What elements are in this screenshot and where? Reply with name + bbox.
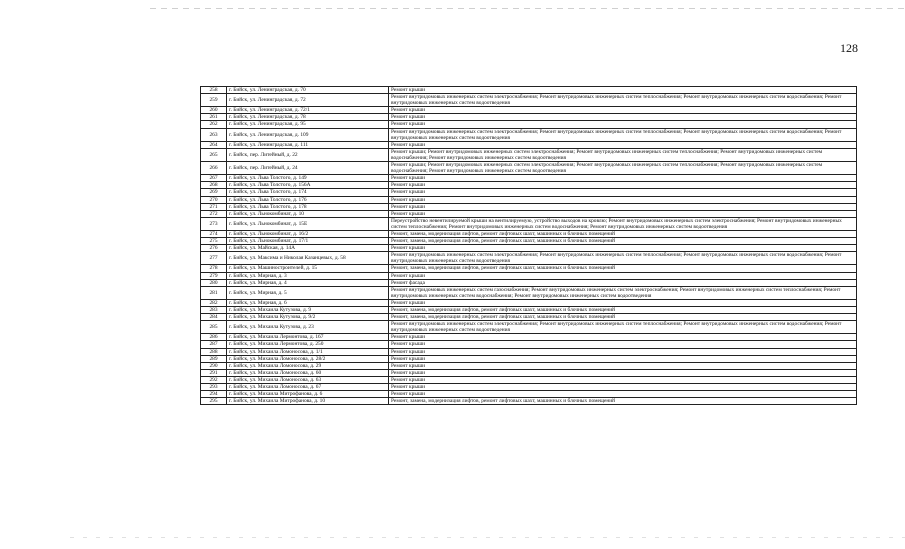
works-cell: Ремонт крыши [389,87,857,94]
table-row [201,189,857,196]
address-cell: г. Бийск, ул. Михаила Лермонтова, д. 250 [227,341,389,348]
works-cell: Ремонт крыши [389,348,857,355]
row-number-cell: 260 [201,107,227,114]
works-cell: Ремонт, замена, модернизация лифтов, ремонт лифтовых шахт, машинных и блочных помещений [389,314,857,321]
works-cell: Ремонт крыши; Ремонт внутридомовых инженерных систем электроснабжения; Ремонт внутридомовых инженерных систем теплоснабжения; Ремонт внутридомовых инженерных систем водоснабжения; Ремонт внутридомовых инженерных систем водоотведения [389,148,857,161]
address-cell: г. Бийск, ул. Михаила Ломоносова, д. 1/1 [227,348,389,355]
row-number-cell: 282 [201,299,227,306]
works-cell: Ремонт внутридомовых инженерных систем электроснабжения; Ремонт внутридомовых инженерных систем теплоснабжения; Ремонт внутридомовых инженерных систем водоснабжения; Ремонт внутридомовых инженерных систем водоотведения [389,94,857,107]
table-row [201,279,857,286]
works-cell: Ремонт крыши [389,355,857,362]
address-cell: г. Бийск, ул. Майская, д. 14А [227,245,389,252]
table-row [201,286,857,299]
table-row [201,128,857,141]
address-cell: г. Бийск, ул. Льва Толстого, д. 178 [227,203,389,210]
address-cell: г. Бийск, ул. Михаила Митрофанова, д. 6 [227,391,389,398]
row-number-cell: 287 [201,341,227,348]
row-number-cell: 284 [201,314,227,321]
table-row [201,121,857,128]
works-cell: Ремонт крыши [389,114,857,121]
works-cell: Ремонт, замена, модернизация лифтов, ремонт лифтовых шахт, машинных и блочных помещений [389,398,857,405]
works-cell: Ремонт крыши [389,210,857,217]
address-cell: г. Бийск, ул. Машиностроителей, д. 15 [227,265,389,272]
works-cell: Ремонт фасада [389,279,857,286]
works-cell: Ремонт крыши [389,175,857,182]
address-cell: г. Бийск, ул. Ленинградская, д. 111 [227,141,389,148]
address-cell: г. Бийск, ул. Михаила Кутузова, д. 23 [227,321,389,334]
table-row [201,299,857,306]
row-number-cell: 261 [201,114,227,121]
table-row [201,307,857,314]
works-cell: Ремонт крыши; Ремонт внутридомовых инженерных систем электроснабжения; Ремонт внутридомовых инженерных систем теплоснабжения; Ремонт внутридомовых инженерных систем водоснабжения; Ремонт внутридомовых инженерных систем водоотведения [389,162,857,175]
works-cell: Ремонт крыши [389,189,857,196]
row-number-cell: 295 [201,398,227,405]
table-row [201,341,857,348]
table-row [201,348,857,355]
table-row [201,175,857,182]
address-cell: г. Бийск, пер. Литейный, д. 24 [227,162,389,175]
works-cell: Ремонт крыши [389,341,857,348]
table-row [201,182,857,189]
works-cell: Ремонт крыши [389,299,857,306]
row-number-cell: 285 [201,321,227,334]
table-row [201,265,857,272]
address-cell: г. Бийск, ул. Льнокомбинат, д. 15Е [227,217,389,230]
table-row [201,252,857,265]
row-number-cell: 288 [201,348,227,355]
address-cell: г. Бийск, ул. Мирная, д. 4 [227,279,389,286]
table-row [201,114,857,121]
table-row [201,203,857,210]
address-cell: г. Бийск, ул. Михаила Ломоносова, д. 67 [227,384,389,391]
works-cell: Ремонт, замена, модернизация лифтов, ремонт лифтовых шахт, машинных и блочных помещений [389,307,857,314]
scan-edge-bottom [70,537,905,538]
page-number: 128 [840,41,858,55]
works-cell: Ремонт, замена, модернизация лифтов, ремонт лифтовых шахт, машинных и блочных помещений [389,238,857,245]
address-cell: г. Бийск, ул. Льнокомбинат, д. 10 [227,210,389,217]
works-cell: Ремонт крыши [389,245,857,252]
row-number-cell: 259 [201,94,227,107]
scan-edge-top [150,8,905,9]
row-number-cell: 269 [201,189,227,196]
works-cell: Ремонт крыши [389,203,857,210]
row-number-cell: 258 [201,87,227,94]
works-cell: Ремонт внутридомовых инженерных систем электроснабжения; Ремонт внутридомовых инженерных систем теплоснабжения; Ремонт внутридомовых инженерных систем водоснабжения; Ремонт внутридомовых инженерных систем водоотведения [389,321,857,334]
address-cell: г. Бийск, ул. Михаила Ломоносова, д. 28/2 [227,355,389,362]
address-cell: г. Бийск, ул. Льва Толстого, д. 174 [227,189,389,196]
row-number-cell: 273 [201,217,227,230]
table-row [201,217,857,230]
row-number-cell: 263 [201,128,227,141]
works-cell: Ремонт внутридомовых инженерных систем газоснабжения; Ремонт внутридомовых инженерных систем электроснабжения; Ремонт внутридомовых инженерных систем теплоснабжения; Ремонт внутридомовых инженерных систем водоснабжения; Ремонт внутридомовых инженерных систем водоотведения [389,286,857,299]
address-cell: г. Бийск, ул. Михаила Кутузова, д. 9/2 [227,314,389,321]
works-cell: Ремонт крыши [389,141,857,148]
table-row [201,87,857,94]
works-cell: Ремонт крыши [389,384,857,391]
row-number-cell: 265 [201,148,227,161]
address-cell: г. Бийск, ул. Льнокомбинат, д. 17/1 [227,238,389,245]
address-cell: г. Бийск, ул. Льва Толстого, д. 176 [227,196,389,203]
row-number-cell: 268 [201,182,227,189]
row-number-cell: 281 [201,286,227,299]
register-table [200,86,857,405]
table-row [201,230,857,237]
works-cell: Переустройство невентилируемой крыши на вентилируемую, устройство выходов на кровлю; Ремонт внутридомовых инженерных систем электроснабжения; Ремонт внутридомовых инженерных систем теплоснабжения; Ремонт внутридомовых инженерных систем водоснабжения; Ремонт внутридомовых инженерных систем водоотведения [389,217,857,230]
works-cell: Ремонт внутридомовых инженерных систем электроснабжения; Ремонт внутридомовых инженерных систем теплоснабжения; Ремонт внутридомовых инженерных систем водоснабжения; Ремонт внутридомовых инженерных систем водоотведения [389,128,857,141]
row-number-cell: 267 [201,175,227,182]
row-number-cell: 264 [201,141,227,148]
row-number-cell: 293 [201,384,227,391]
row-number-cell: 274 [201,230,227,237]
row-number-cell: 277 [201,252,227,265]
address-cell: г. Бийск, ул. Михаила Ломоносова, д. 29 [227,362,389,369]
works-cell: Ремонт крыши [389,107,857,114]
address-cell: г. Бийск, ул. Ленинградская, д. 78 [227,114,389,121]
table-row [201,384,857,391]
address-cell: г. Бийск, ул. Льва Толстого, д. 149 [227,175,389,182]
address-cell: г. Бийск, ул. Михаила Митрофанова, д. 10 [227,398,389,405]
works-cell: Ремонт крыши [389,121,857,128]
row-number-cell: 278 [201,265,227,272]
address-cell: г. Бийск, ул. Мирная, д. 5 [227,286,389,299]
address-cell: г. Бийск, ул. Ленинградская, д. 109 [227,128,389,141]
row-number-cell: 270 [201,196,227,203]
table-row [201,369,857,376]
address-cell: г. Бийск, ул. Михаила Ломоносова, д. 63 [227,376,389,383]
works-cell: Ремонт крыши [389,334,857,341]
address-cell: г. Бийск, ул. Максима и Николая Казанцевых, д. 58 [227,252,389,265]
row-number-cell: 283 [201,307,227,314]
row-number-cell: 294 [201,391,227,398]
address-cell: г. Бийск, ул. Льва Толстого, д. 156А [227,182,389,189]
address-cell: г. Бийск, ул. Михаила Лермонтова, д. 167 [227,334,389,341]
table-row [201,334,857,341]
table-row [201,141,857,148]
row-number-cell: 275 [201,238,227,245]
address-cell: г. Бийск, ул. Михаила Ломоносова, д. 60 [227,369,389,376]
table-row [201,162,857,175]
table-row [201,272,857,279]
address-cell: г. Бийск, ул. Михаила Кутузова, д. 9 [227,307,389,314]
table-row [201,321,857,334]
row-number-cell: 289 [201,355,227,362]
address-cell: г. Бийск, ул. Льнокомбинат, д. 16/2 [227,230,389,237]
address-cell: г. Бийск, ул. Ленинградская, д. 95 [227,121,389,128]
table-row [201,376,857,383]
address-cell: г. Бийск, ул. Ленинградская, д. 70 [227,87,389,94]
row-number-cell: 279 [201,272,227,279]
table-row [201,107,857,114]
table-row [201,148,857,161]
works-cell: Ремонт внутридомовых инженерных систем электроснабжения; Ремонт внутридомовых инженерных систем теплоснабжения; Ремонт внутридомовых инженерных систем водоснабжения; Ремонт внутридомовых инженерных систем водоотведения [389,252,857,265]
works-cell: Ремонт крыши [389,272,857,279]
address-cell: г. Бийск, ул. Ленинградская, д. 72 [227,94,389,107]
table-row [201,355,857,362]
table-row [201,210,857,217]
table-row [201,94,857,107]
works-cell: Ремонт крыши [389,376,857,383]
row-number-cell: 272 [201,210,227,217]
table-row [201,391,857,398]
table-row [201,196,857,203]
table-row [201,238,857,245]
table-row [201,314,857,321]
register-table-container [200,86,857,405]
row-number-cell: 291 [201,369,227,376]
works-cell: Ремонт крыши [389,369,857,376]
register-table-body [201,87,857,405]
works-cell: Ремонт крыши [389,182,857,189]
table-row [201,362,857,369]
row-number-cell: 266 [201,162,227,175]
works-cell: Ремонт крыши [389,362,857,369]
row-number-cell: 276 [201,245,227,252]
works-cell: Ремонт, замена, модернизация лифтов, ремонт лифтовых шахт, машинных и блочных помещений [389,230,857,237]
works-cell: Ремонт крыши [389,196,857,203]
table-row [201,398,857,405]
row-number-cell: 280 [201,279,227,286]
address-cell: г. Бийск, ул. Мирная, д. 6 [227,299,389,306]
works-cell: Ремонт, замена, модернизация лифтов, ремонт лифтовых шахт, машинных и блочных помещений [389,265,857,272]
table-row [201,245,857,252]
address-cell: г. Бийск, ул. Мирная, д. 3 [227,272,389,279]
row-number-cell: 262 [201,121,227,128]
row-number-cell: 290 [201,362,227,369]
row-number-cell: 292 [201,376,227,383]
address-cell: г. Бийск, пер. Литейный, д. 22 [227,148,389,161]
row-number-cell: 286 [201,334,227,341]
row-number-cell: 271 [201,203,227,210]
works-cell: Ремонт крыши [389,391,857,398]
address-cell: г. Бийск, ул. Ленинградская, д. 72/1 [227,107,389,114]
